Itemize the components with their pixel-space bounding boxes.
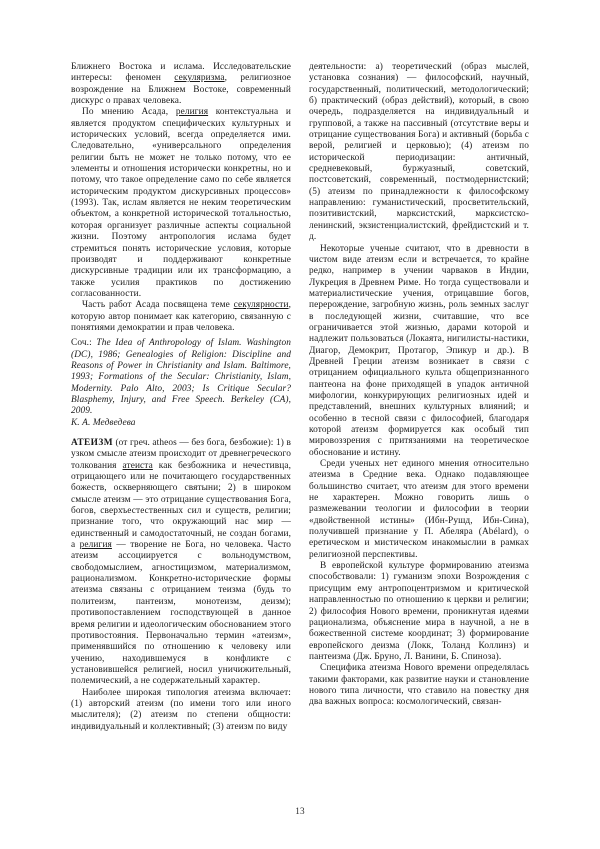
xref-link-ateista[interactable]: атеиста	[122, 460, 153, 471]
bibliography-block	[71, 338, 291, 417]
text-run: , религиозное возрождение на Ближнем Востоке, современный дискурс о правах человека.	[71, 73, 292, 107]
page-title: АТЕИЗМ	[71, 438, 113, 448]
paragraph-asad-secularity	[71, 300, 291, 334]
text-run: Часть работ Асада посвящена теме	[82, 300, 234, 311]
paragraph-modern-era: Специфика атеизма Нового времени определялась такими факторами, как развитие науки и становление нового типа личности, что ставило на повестку дня два важных вопроса: космологический, связан-	[309, 663, 529, 708]
xref-link-sekulyarnosti[interactable]: секулярности	[233, 300, 289, 311]
paragraph-asad-interests	[71, 62, 291, 107]
text-run: , которую автор понимает как категорию, связанную с понятиями демократии и прав человека.	[71, 300, 291, 333]
text-run: контекстуальна и является продуктом специфических культурных и исторических условий, всегда определяется ими. Следовательно, «универсального определения религии быть не может не только потому, что ее элементы и отношения исторически конкретны, но и потому, что такое определение само по себе является историческим продуктом дискурсивных процессов» (1993). Так, ислам является не неким теоретическим объектом, а конкретной исторической тотальностью, которая организует различные аспекты социальной жизни. Поэтому антропология ислама будет стремиться понять исторические условия, которые производят и поддерживают конкретные дискурсивные традиции или их трансформацию, а также усилия практиков по достижению согласованности.	[71, 107, 291, 299]
xref-link-sekulyarizma[interactable]: секуляризма	[174, 73, 225, 84]
two-column-text-body	[71, 62, 529, 784]
page-number: 13	[295, 806, 305, 816]
text-run: — творение не Бога, но человека. Часто атеизм ассоциируется с вольнодумством, свободомыслием, агностицизмом, материализмом, рационализмом. Конкретно-исторические формы атеизма связаны с отрицанием теизма (будь то политеизм, пантеизм, монотеизм, деизм); противопоставлением господствующей в данное время религии и идеологическим обоснованием этого противостояния. Первоначально термин «атеизм», применявшийся по отношению к человеку или учению, находившемуся в конфликте с установившейся религией, носил уничижительный, полемический, а не содержательный характер.	[71, 540, 292, 687]
text-run: 1) в узком смысле атеизм происходит от древнегреческого толкования	[71, 438, 291, 471]
bibliography-label: Соч.:	[71, 338, 92, 349]
text-run: как безбожника и нечестивца, отрицающего или не почитающего государственных божеств, оскверняющего святыни; 2) в широком смысле атеизм — это отрицание существования Бога, богов, сверхъестественных сил и существ, религии; признание того, что окружающий нас мир — единственный и самодостаточный, не создан богами, а	[71, 460, 291, 551]
entry-ateizm	[71, 438, 291, 688]
text-run: По мнению Асада,	[82, 107, 176, 118]
spacer	[71, 429, 291, 438]
entry-etymology: (от греч. atheos — без бога, безбожие):	[112, 438, 274, 448]
paragraph-asad-religion	[71, 107, 291, 300]
paragraph-typology: Наиболее широкая типология атеизма включает: (1) авторский атеизм (по имени того или иного мыслителя); (2) атеизм по степени общности: индивидуальный и коллективный; (3) атеизм по виду	[71, 687, 291, 732]
text-run: Ближнего Востока и ислама. Исследовательские интересы: феномен	[71, 62, 291, 84]
bibliography-entries: The Idea of Anthropology of Islam. Washington (DC), 1986; Genealogies of Religion: Discipline and Reasons of Power in Christianity and Islam. Baltimore, 1993; Formations of the Secular: Christianity, Islam, Modernity. Palo Alto, 2003; Is Critique Secular? Blasphemy, Injury, and Free Speech. Berkeley (CA), 2009.	[71, 338, 291, 417]
left-column	[71, 62, 291, 784]
author-signature: К. А. Медведева	[71, 417, 136, 428]
paragraph-typology-continued: деятельности: а) теоретический (образ мыслей, установка сознания) — философский, научный, государственный, политический, методологический; б) практический (образ действий), который, в свою очередь, подразделяется на индивидуальный и групповой, а также на пассивный (отсутствие веры и отрицание существования Бога) и активный (борьба с верой, религией и церковью); (4) атеизм по исторической периодизации: античный, средневековый, буржуазный, советский, постсоветский, современный, постмодернистский; (5) атеизм по принадлежности к философскому направлению: гуманистический, просветительский, позитивистский, марксистский, марксистско-ленинский, экзистенциалистский, фрейдистский и т. д.	[309, 62, 529, 243]
xref-link-religiya-2[interactable]: религия	[79, 540, 112, 551]
paragraph-antiquity: Некоторые ученые считают, что в древности в чистом виде атеизм если и встречается, то крайне редко, например в учении чарваков в Индии, Лукреция в Древнем Риме. Но тогда существовали и материалистические учения, отрицавшие богов, перерождение, загробную жизнь, роль земных заслуг в последующей жизни, считавшие, что все ограничивается этой жизнью, дарами которой и надлежит пользоваться (Локаята, нигилисты-настики, Диагор, Демокрит, Протагор, Эпикур и др.). В Древней Греции атеизм возникает в связи с отрицанием официального культа общепризнанного пантеона на фоне приходящей в упадок античной мифологии, конкурирующих религиозных идей и представлений, внешних культурных влияний; и особенно в тесной связи с философией, благодаря которой атеизм формируется как особый тип мировоззрения с притязаниями на теоретическое обоснование и истину.	[309, 243, 529, 458]
paragraph-middle-ages: Среди ученых нет единого мнения относительно атеизма в Средние века. Однако подавляющее большинство считает, что атеизм для этого времени не характерен. Можно говорить лишь о размежевании теологии и философии в теории «двойственной истины» (Ибн-Рушд, Ибн-Сина), получившей признание у П. Абеляра (Abélard), о еретическом и мистическом инакомыслии в рамках религиозной перспективы.	[309, 459, 529, 560]
xref-link-religiya[interactable]: религия	[175, 107, 209, 118]
paragraph-european-culture: В европейской культуре формированию атеизма способствовали: 1) гуманизм эпохи Возрождения с присущим ему антропоцентризмом и критической направленностью по отношению к церкви и религии; 2) философия Нового времени, проникнутая идеями рационализма, объяснение мира в научной, а не в божественной системе координат; 3) формирование европейского деизма (Локк, Толанд Коллинз) и пантеизма (Дж. Бруно, Л. Ванини, Б. Спиноза).	[309, 561, 529, 662]
right-column	[309, 62, 529, 784]
